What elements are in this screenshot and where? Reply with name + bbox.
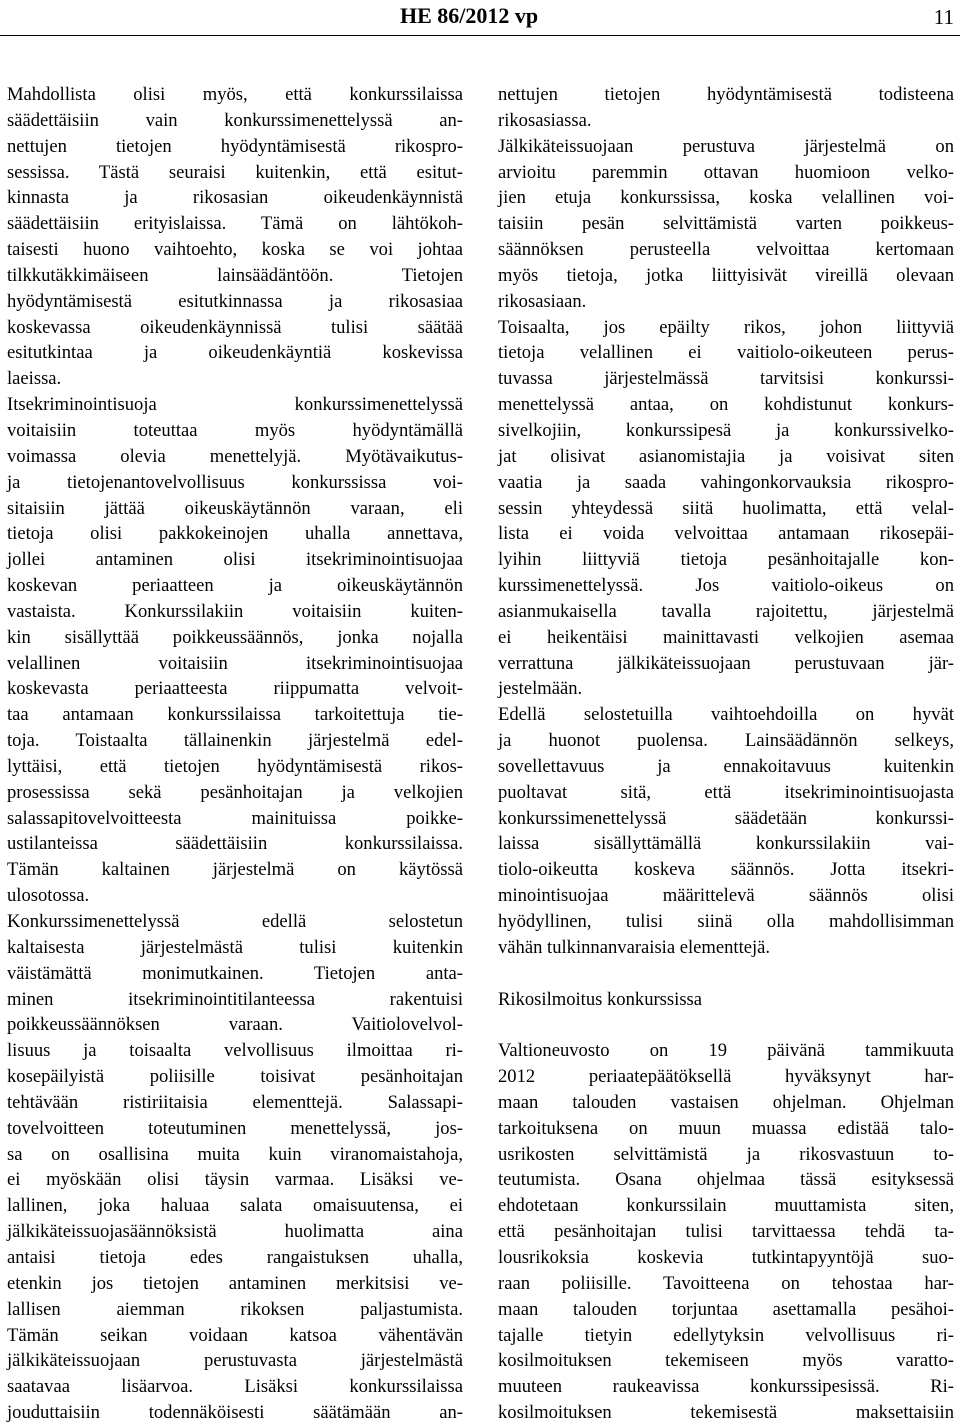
text-line: hyödyntämisestä esitutkinnassa ja rikosasiaa [7,290,463,312]
text-line: säännöksen perusteella velvoittaa kertomaan [498,239,954,261]
text-line: Konkurssimenettelyssä edellä selostetun [7,911,463,932]
text-line: menettelyssä antaa, on kohdistunut konkurs- [498,394,954,416]
text-line: sitaisiin jättää oikeuskäytännön varaan, eli [7,497,463,519]
text-line: tajalle tietyin edellytyksin velvollisuus ri- [498,1324,954,1346]
text-line: jouduttaisiin todennäköisesti säätämään an- [7,1402,463,1424]
text-line: Tämän seikan voidaan katsoa vähentävän [7,1324,463,1346]
text-line: vastaista. Konkurssilakiin voitaisiin kuiten- [7,600,463,622]
text-line: kosepäilyistä poliisille toisivat pesänhoitajan [7,1066,463,1088]
text-line: rikosasiassa. [498,109,592,131]
text-line: verrattuna jälkikäteissuojaan perustuvaan jär- [498,652,954,674]
text-line: maan talouden torjuntaa asettamalla pesähoi- [498,1298,954,1320]
text-line: minen itsekriminointitilanteessa rakentuisi [7,988,463,1010]
document-id: HE 86/2012 vp [400,3,539,28]
text-line: tuvassa järjestelmässä tarvitsisi konkurssi- [498,368,954,390]
text-line: Mahdollista olisi myös, että konkurssilaissa [7,84,463,105]
text-line: sessissa. Tästä seuraisi kuitenkin, että esitut- [7,161,463,183]
text-line: taisiin pesän selvittämistä varten poikkeus- [498,213,954,235]
text-line: sa on osallisina muita kuin viranomaistahoja, [7,1143,463,1165]
text-line: raan poliisille. Tavoitteena on tehostaa har- [498,1272,954,1294]
text-line: koskevassa oikeudenkäynnissä tulisi säätää [7,316,463,338]
page-number: 11 [933,5,954,29]
text-line: laeissa. [7,368,62,390]
text-line: sovellettavuus ja ennakoitavuus kuitenkin [498,755,954,777]
text-line: tietoja olisi pakkokeinojen uhalla annettava, [7,523,463,545]
text-line: Itsekriminointisuoja konkurssimenettelyssä [7,394,463,416]
text-line: nettujen tietojen hyödyntämisestä todisteena [498,84,954,105]
text-line: ei myöskään olisi täysin varmaa. Lisäksi ve- [7,1169,463,1191]
header-rule [0,35,960,36]
text-line: koskevan periaatteen ja oikeuskäytännön [7,575,463,597]
text-line: lyttäisi, että tietojen hyödyntämisestä rikos- [7,755,463,777]
text-line: kaltaisesta järjestelmästä tulisi kuitenkin [7,936,463,958]
text-line: lyihin liittyviä tietoja pesänhoitajalle kon- [498,549,954,571]
text-line: usrikosten selvittämistä ja rikosvastuun to- [498,1143,954,1165]
text-line: kosilmoituksen tekemisestä maksettaisiin [498,1402,954,1424]
text-line: Jälkikäteissuojaan perustuva järjestelmä on [498,135,954,157]
text-line: ehdotetaan konkurssilain muuttamista siten, [498,1195,954,1217]
text-line: lista ei voida velvoittaa antamaan rikosepäi- [498,523,954,545]
text-line: jestelmään. [498,678,583,700]
text-line: tovelvoitteen toteutuminen menettelyssä, jos- [7,1117,463,1139]
text-line: antaisi tietoja edes rangaistuksen uhalla, [7,1246,463,1268]
text-line: etenkin jos tietojen antaminen merkitsisi ve- [7,1272,463,1294]
text-line: hyödyllinen, tulisi siinä olla mahdollisimman [498,911,954,932]
text-line: taa antamaan konkurssilaissa tarkoitettuja tie- [7,704,463,726]
left-column [7,82,463,1426]
text-line: Edellä selostetuilla vaihtoehdoilla on hyvät [498,704,954,726]
text-line: vaatia ja saada vahingonkorvauksia rikospro- [498,471,954,493]
text-line: voitaisiin toteuttaa myös hyödyntämällä [7,419,463,441]
blank-line [498,1012,954,1038]
text-line: nettujen tietojen hyödyntämisestä rikospro- [7,135,463,157]
text-line: laissa sisällyttämällä konkurssilakiin vai- [498,833,954,855]
text-line: jälkikäteissuojaan perustuvasta järjestelmästä [7,1350,463,1372]
text-line: Rikosilmoitus konkurssissa [498,988,703,1010]
text-line: lousrikoksia koskevia tutkintapyyntöjä suo- [498,1246,954,1268]
text-line: ustilanteissa säädettäisiin konkurssilaissa. [7,833,463,855]
text-line: ja tietojenantovelvollisuus konkurssissa voi- [7,471,463,493]
text-line: ei heikentäisi mainittavasti velkojien asemaa [498,626,954,648]
text-line: lisuus ja toisaalta velvollisuus ilmoittaa ri- [7,1040,463,1062]
text-line: velallinen voitaisiin itsekriminointisuojaa [7,652,463,674]
text-line: asianmukaisella tavalla rajoitettu, järjestelmä [498,600,954,622]
text-line: konkurssimenettelyssä säädetään konkurssi- [498,807,954,829]
text-line: prosessissa sekä pesänhoitajan ja velkojien [7,781,463,803]
text-line: säädettäisiin erityislaissa. Tämä on lähtökoh- [7,213,463,235]
text-line: tietoja velallinen ei vaitiolo-oikeuteen perus- [498,342,954,364]
text-line: kin sisällyttää poikkeussäännös, jonka nojalla [7,626,463,648]
text-line: jollei antaminen olisi itsekriminointisuojaa [7,549,463,571]
text-line: voimassa olevia menettelyjä. Myötävaikutus- [7,445,463,467]
text-line: 2012 periaatepäätöksellä hyväksynyt har- [498,1066,954,1088]
text-line: taisesti huono vaihtoehto, koska se voi johtaa [7,239,463,261]
text-line: jat olisivat asianomistajia ja voisivat siten [498,445,954,467]
text-line: puoltavat sitä, että itsekriminointisuojasta [498,781,954,803]
text-line: kurssimenettelyssä. Jos vaitiolo-oikeus on [498,575,954,597]
text-line: Valtioneuvosto on 19 päivänä tammikuuta [498,1040,954,1062]
text-line: salassapitovelvoitteesta mainituissa poikke- [7,807,463,829]
text-line: kosilmoituksen tekemiseen myös varatto- [498,1350,954,1372]
text-line: säädettäisiin vain konkurssimenettelyssä an- [7,109,463,131]
text-line: lallinen, joka haluaa salata omaisuutensa, ei [7,1195,463,1217]
text-line: kinnasta ja rikosasian oikeudenkäynnistä [7,187,463,209]
text-line: sessin yhteydessä siitä huolimatta, että velal- [498,497,954,519]
text-line: muuteen raukeavissa konkurssipesissä. Ri- [498,1376,954,1398]
text-line: väistämättä monimutkainen. Tietojen anta- [7,962,463,984]
text-line: lallisen aiemman rikoksen paljastumista. [7,1298,463,1320]
right-column [498,82,954,1426]
text-line: rikosasiaan. [498,290,587,312]
page-header [0,0,960,36]
text-line: teutumista. Osana ohjelmaa tässä esityksessä [498,1169,954,1191]
text-line: Tämän kaltainen järjestelmä on käytössä [7,859,463,881]
text-line: ulosotossa. [7,885,90,907]
text-line: tehtävään ristiriitaisia elementtejä. Salassapi- [7,1091,463,1113]
text-line: saatavaa lisäarvoa. Lisäksi konkurssilaissa [7,1376,463,1398]
text-line: tiolo-oikeutta koskeva säännös. Jotta itsekri- [498,859,954,881]
text-line: koskevasta periaatteesta riippumatta velvoit- [7,678,463,700]
text-line: sivelkojiin, konkurssipesä ja konkurssivelko- [498,419,954,441]
text-line: jälkikäteissuojasäännöksistä huolimatta aina [7,1221,463,1243]
text-line: tilkkutäkkimäiseen lainsäädäntöön. Tietojen [7,264,463,286]
text-line: esitutkintaa ja oikeudenkäyntiä koskevissa [7,342,463,364]
text-line: vähän tulkinnanvaraisia elementtejä. [498,936,771,958]
blank-line [498,961,954,987]
text-line: tarkoituksena on muun muassa edistää talo- [498,1117,954,1139]
text-line: minointisuojaa määrittelevä säännös olisi [498,885,954,907]
text-line: maan talouden vastaisen ohjelman. Ohjelman [498,1091,954,1113]
text-line: myös tietoja, jotka liittyisivät vireillä olevaan [498,264,954,286]
text-line: että pesänhoitajan tulisi tarvittaessa tehdä ta- [498,1221,954,1243]
text-line: ja huonot puolensa. Lainsäädännön selkeys, [498,730,954,752]
text-line: toja. Toistaalta tällainenkin järjestelmä edel- [7,730,463,752]
text-line: Toisaalta, jos epäilty rikos, johon liittyviä [498,316,954,338]
text-line: jien etuja konkurssissa, koska velallinen voi- [498,187,954,209]
text-line: poikkeussäännöksen varaan. Vaitiolovelvol- [7,1014,463,1036]
text-line: arvioitu paremmin ottavan huomioon velko- [498,161,954,183]
